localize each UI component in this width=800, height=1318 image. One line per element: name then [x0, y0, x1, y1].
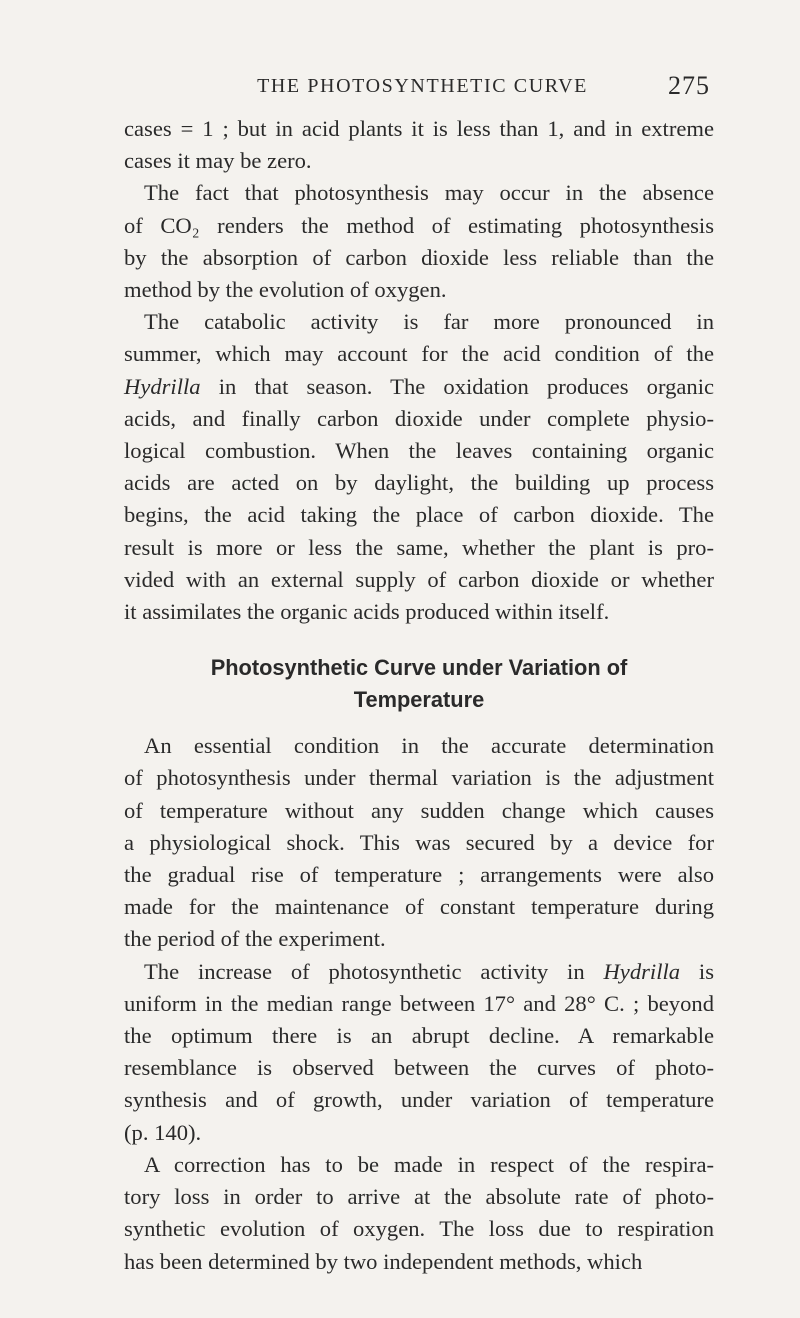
- text-line: of CO₂ renders the method of estimating photosynthesis: [124, 212, 714, 238]
- text-line: uniform in the median range between 17° and 28° C. ; beyond: [124, 990, 714, 1016]
- running-head: [135, 70, 710, 104]
- text-line: cases it may be zero.: [124, 148, 312, 174]
- page-number: 275: [668, 71, 710, 100]
- text-line: made for the maintenance of constant temperature during: [124, 894, 714, 920]
- text-line: method by the evolution of oxygen.: [124, 277, 447, 303]
- text-line: The increase of photosynthetic activity in Hydrilla is: [144, 958, 714, 984]
- section-heading: [124, 652, 714, 716]
- text-line: result is more or less the same, whether the plant is pro-: [124, 534, 714, 560]
- text-line: by the absorption of carbon dioxide less reliable than the: [124, 244, 714, 270]
- text-line: begins, the acid taking the place of carbon dioxide. The: [124, 502, 714, 528]
- paragraph-5: [124, 956, 714, 1149]
- paragraph-6: [124, 1149, 714, 1278]
- section-heading-line: Photosynthetic Curve under Variation of: [210, 655, 628, 681]
- text-line: of temperature without any sudden change which causes: [124, 797, 714, 823]
- text-line: acids, and finally carbon dioxide under complete physio-: [124, 405, 714, 431]
- paragraph-3: [124, 306, 714, 628]
- text-line: the optimum there is an abrupt decline. A remarkable: [124, 1023, 714, 1049]
- text-line: A correction has to be made in respect of the respira-: [144, 1151, 714, 1177]
- paragraph-2: [124, 177, 714, 306]
- running-title: THE PHOTOSYNTHETIC CURVE: [257, 75, 588, 97]
- text-line: acids are acted on by daylight, the building up process: [124, 470, 714, 496]
- text-line: of photosynthesis under thermal variation is the adjustment: [124, 765, 714, 791]
- text-line: the gradual rise of temperature ; arrangements were also: [124, 862, 714, 888]
- text-line: The fact that photosynthesis may occur in the absence: [144, 180, 714, 206]
- body-text: [124, 113, 714, 1278]
- section-heading-line: Temperature: [353, 687, 485, 713]
- text-line: Hydrilla in that season. The oxidation produces organic: [124, 373, 714, 399]
- text-line: the period of the experiment.: [124, 926, 386, 952]
- text-line: it assimilates the organic acids produced within itself.: [124, 599, 610, 625]
- text-line: logical combustion. When the leaves containing organic: [124, 438, 714, 464]
- paragraph-4: [124, 730, 714, 955]
- text-line: synthetic evolution of oxygen. The loss due to respiration: [124, 1216, 714, 1242]
- text-line: tory loss in order to arrive at the absolute rate of photo-: [124, 1184, 714, 1210]
- paragraph-1: [124, 113, 714, 177]
- text-line: resemblance is observed between the curves of photo-: [124, 1055, 714, 1081]
- text-line: synthesis and of growth, under variation of temperature: [124, 1087, 714, 1113]
- text-line: vided with an external supply of carbon dioxide or whether: [124, 566, 714, 592]
- text-line: An essential condition in the accurate determination: [144, 733, 714, 759]
- text-line: a physiological shock. This was secured by a device for: [124, 829, 714, 855]
- text-line: cases = 1 ; but in acid plants it is less than 1, and in extreme: [124, 116, 714, 141]
- text-line: The catabolic activity is far more pronounced in: [144, 309, 714, 335]
- text-line: summer, which may account for the acid condition of the: [124, 341, 714, 367]
- text-line: (p. 140).: [124, 1119, 202, 1145]
- text-line: has been determined by two independent methods, which: [124, 1248, 643, 1274]
